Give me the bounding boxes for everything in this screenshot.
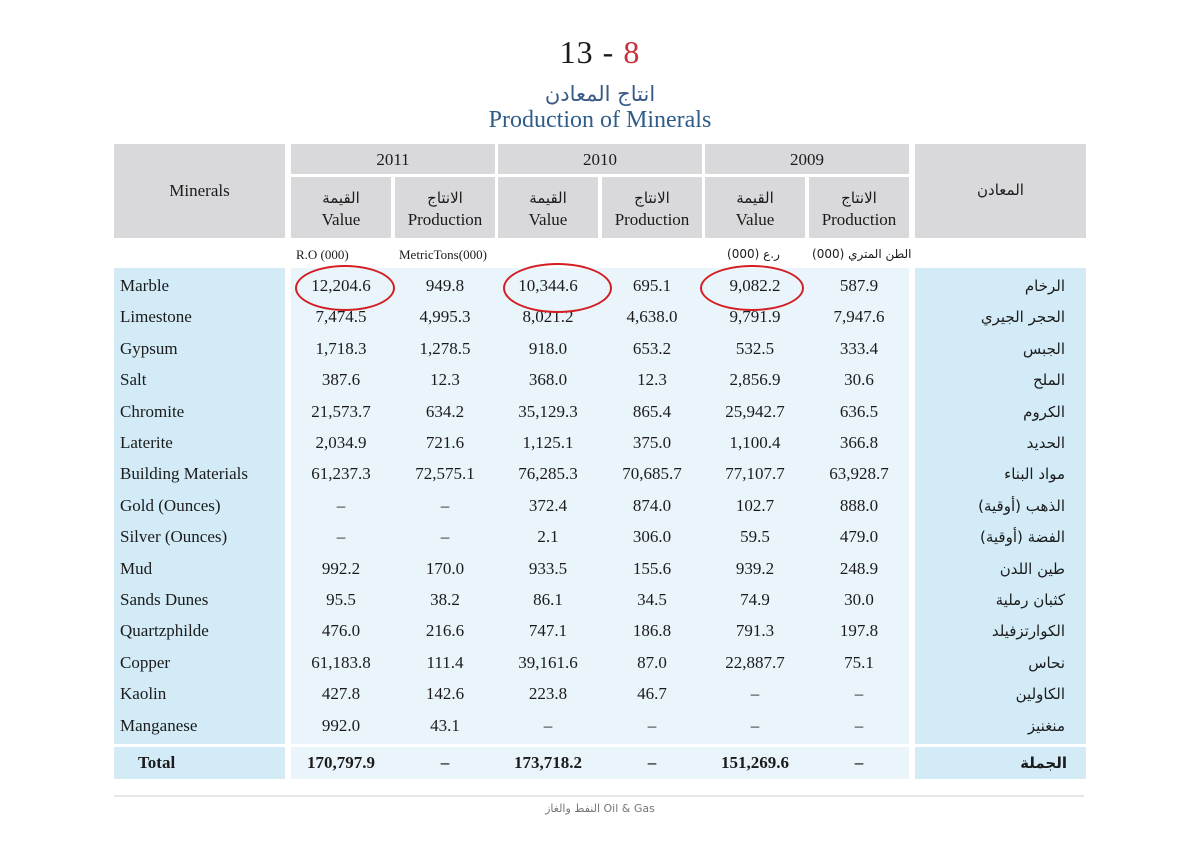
title-english: Production of Minerals (488, 107, 712, 133)
total-label-ar: الجملة (1020, 754, 1067, 772)
year-2009-label: 2009 (790, 150, 824, 169)
cell-prod-2010: 375.0 (632, 433, 672, 452)
cell-value-2011: 387.6 (321, 370, 361, 389)
mineral-name-ar: الحديد (1026, 434, 1065, 452)
cell-prod-2010: – (647, 716, 657, 735)
cell-value-2011: 2,034.9 (315, 433, 367, 452)
cell-prod-2010: 46.7 (637, 684, 667, 703)
cell-value-2011: 992.2 (321, 559, 361, 578)
mineral-name-en: Chromite (120, 402, 185, 421)
mineral-name-en: Kaolin (120, 684, 167, 703)
cell-value-2009: 59.5 (740, 527, 770, 546)
cell-prod-2011: 216.6 (425, 621, 465, 640)
cell-prod-2009: – (854, 684, 864, 703)
cell-value-2009: 532.5 (735, 339, 775, 358)
cell-value-2011: 992.0 (321, 716, 361, 735)
total-prod-2010: – (647, 753, 657, 772)
cell-prod-2011: 634.2 (425, 402, 465, 421)
mineral-name-en: Limestone (120, 307, 192, 326)
year-2011-label: 2011 (376, 150, 410, 169)
cell-value-2011: – (336, 527, 346, 546)
table-number: 13 - 8 (559, 34, 641, 70)
cell-value-2011: 427.8 (321, 684, 361, 703)
cell-value-2010: 35,129.3 (518, 402, 578, 421)
cell-value-2009: 9,791.9 (729, 307, 781, 326)
cell-prod-2010: 70,685.7 (622, 464, 682, 483)
cell-value-2009: 25,942.7 (725, 402, 785, 421)
total-label: Total (138, 753, 176, 772)
mineral-name-en: Laterite (120, 433, 173, 452)
cell-prod-2011: 142.6 (425, 684, 465, 703)
cell-value-2011: 61,183.8 (311, 653, 371, 672)
total-value-2010: 173,718.2 (514, 753, 582, 772)
cell-prod-2010: 12.3 (637, 370, 667, 389)
cell-prod-2009: 888.0 (839, 496, 879, 515)
highlight-circle-2011 (295, 265, 395, 311)
mineral-name-en: Marble (120, 276, 170, 295)
mineral-name-en: Quartzphilde (120, 621, 209, 640)
mineral-name-ar: الكروم (1023, 403, 1065, 421)
mineral-name-en: Gypsum (120, 339, 178, 358)
cell-value-2010: 2.1 (537, 527, 559, 546)
cell-prod-2011: 170.0 (425, 559, 465, 578)
cell-prod-2011: 43.1 (430, 716, 460, 735)
cell-prod-2009: 587.9 (839, 276, 879, 295)
cell-prod-2009: 479.0 (839, 527, 879, 546)
cell-prod-2009: – (854, 716, 864, 735)
cell-value-2009: – (750, 716, 760, 735)
cell-value-2010: 747.1 (528, 621, 568, 640)
cell-value-2009: 9,082.2 (729, 276, 781, 295)
cell-prod-2010: 87.0 (637, 653, 667, 672)
cell-prod-2011: – (440, 527, 450, 546)
cell-prod-2009: 636.5 (839, 402, 879, 421)
cell-value-2010: 918.0 (528, 339, 568, 358)
cell-prod-2011: 1,278.5 (419, 339, 471, 358)
mineral-name-en: Silver (Ounces) (120, 527, 228, 546)
cell-prod-2011: 721.6 (425, 433, 465, 452)
cell-prod-2010: 155.6 (632, 559, 672, 578)
value-label-2010: القيمة Value (528, 189, 568, 229)
cell-value-2010: 39,161.6 (518, 653, 578, 672)
cell-value-2010: 372.4 (528, 496, 568, 515)
cell-prod-2009: 248.9 (839, 559, 879, 578)
total-value-2011: 170,797.9 (307, 753, 375, 772)
cell-value-2010: 10,344.6 (518, 276, 578, 295)
mineral-name-en: Gold (Ounces) (120, 496, 221, 515)
cell-prod-2010: 653.2 (632, 339, 672, 358)
cell-prod-2009: 7,947.6 (833, 307, 885, 326)
cell-prod-2011: 38.2 (430, 590, 460, 609)
mineral-name-en: Salt (120, 370, 147, 389)
cell-prod-2010: 695.1 (632, 276, 672, 295)
mineral-name-ar: الفضة (أوقية) (980, 528, 1065, 546)
mineral-name-ar: نحاس (1028, 654, 1065, 672)
cell-prod-2010: 874.0 (632, 496, 672, 515)
header-minerals-en: Minerals (169, 181, 230, 200)
mineral-name-ar: منغنيز (1027, 717, 1065, 735)
cell-value-2011: 21,573.7 (311, 402, 371, 421)
cell-prod-2009: 197.8 (839, 621, 879, 640)
unit-ro-ar: ر.ع (000) (727, 247, 780, 261)
cell-value-2011: 12,204.6 (311, 276, 371, 295)
cell-value-2009: 22,887.7 (725, 653, 785, 672)
cell-value-2009: 77,107.7 (725, 464, 785, 483)
cell-value-2011: 95.5 (326, 590, 356, 609)
cell-prod-2009: 333.4 (839, 339, 879, 358)
mineral-name-ar: الجبس (1022, 340, 1065, 358)
footer-rule (114, 795, 1084, 797)
cell-value-2009: 74.9 (740, 590, 770, 609)
cell-prod-2011: 4,995.3 (419, 307, 471, 326)
prod-label-2011: الانتاج Production (407, 189, 483, 229)
cell-value-2010: 8,021.2 (522, 307, 574, 326)
cell-prod-2009: 30.0 (844, 590, 874, 609)
unit-metric-ar: الطن المتري (000) (812, 247, 912, 261)
mineral-name-ar: مواد البناء (1004, 465, 1065, 483)
cell-value-2011: – (336, 496, 346, 515)
prod-label-2009: الانتاج Production (821, 189, 897, 229)
mineral-name-ar: طين اللدن (999, 560, 1065, 578)
mineral-name-en: Mud (120, 559, 153, 578)
cell-prod-2009: 63,928.7 (829, 464, 889, 483)
cell-prod-2011: 72,575.1 (415, 464, 475, 483)
cell-value-2009: 791.3 (735, 621, 775, 640)
unit-ro: R.O (000) (296, 247, 349, 262)
mineral-name-ar: الحجر الجيري (980, 308, 1065, 326)
cell-prod-2009: 75.1 (844, 653, 874, 672)
year-2010-label: 2010 (583, 150, 617, 169)
cell-prod-2010: 186.8 (632, 621, 672, 640)
cell-value-2010: 1,125.1 (522, 433, 574, 452)
cell-prod-2009: 366.8 (839, 433, 879, 452)
header-minerals-ar: المعادن (977, 181, 1024, 199)
mineral-name-ar: الذهب (أوقية) (978, 497, 1065, 515)
cell-prod-2010: 4,638.0 (626, 307, 678, 326)
cell-value-2011: 61,237.3 (311, 464, 371, 483)
total-prod-2011: – (440, 753, 450, 772)
cell-value-2010: 368.0 (528, 370, 568, 389)
total-prod-2009: – (854, 753, 864, 772)
prod-label-2010: الانتاج Production (614, 189, 690, 229)
cell-prod-2010: 865.4 (632, 402, 672, 421)
mineral-name-en: Copper (120, 653, 171, 672)
cell-value-2010: – (543, 716, 553, 735)
cell-value-2009: 102.7 (735, 496, 775, 515)
mineral-name-en: Building Materials (120, 464, 248, 483)
title-arabic: انتاج المعادن (544, 82, 656, 106)
cell-prod-2011: 111.4 (426, 653, 464, 672)
mineral-name-ar: الرخام (1024, 277, 1065, 295)
footer-text: النفط والغاز Oil & Gas (545, 802, 655, 815)
cell-value-2009: – (750, 684, 760, 703)
cell-prod-2011: – (440, 496, 450, 515)
highlight-circle-2010 (503, 263, 612, 313)
cell-value-2010: 76,285.3 (518, 464, 578, 483)
cell-value-2011: 1,718.3 (315, 339, 367, 358)
cell-prod-2011: 12.3 (430, 370, 460, 389)
cell-prod-2010: 306.0 (632, 527, 672, 546)
mineral-name-en: Sands Dunes (120, 590, 209, 609)
cell-value-2010: 86.1 (533, 590, 563, 609)
cell-value-2009: 2,856.9 (729, 370, 781, 389)
mineral-name-ar: الكاولين (1015, 685, 1065, 703)
cell-value-2009: 1,100.4 (729, 433, 781, 452)
mineral-name-ar: الملح (1032, 371, 1065, 389)
mineral-name-ar: الكوارتزفيلد (991, 622, 1065, 640)
cell-value-2011: 476.0 (321, 621, 361, 640)
highlight-circle-2009 (700, 265, 804, 311)
mineral-name-en: Manganese (120, 716, 198, 735)
value-label-2009: القيمة Value (735, 189, 775, 229)
unit-metric: MetricTons(000) (399, 247, 487, 262)
cell-prod-2011: 949.8 (425, 276, 465, 295)
cell-prod-2009: 30.6 (844, 370, 874, 389)
value-label-2011: القيمة Value (321, 189, 361, 229)
cell-prod-2010: 34.5 (637, 590, 667, 609)
mineral-name-ar: كثبان رملية (995, 591, 1065, 609)
cell-value-2010: 933.5 (528, 559, 568, 578)
cell-value-2009: 939.2 (735, 559, 775, 578)
total-value-2009: 151,269.6 (721, 753, 789, 772)
cell-value-2010: 223.8 (528, 684, 568, 703)
cell-value-2011: 7,474.5 (315, 307, 367, 326)
